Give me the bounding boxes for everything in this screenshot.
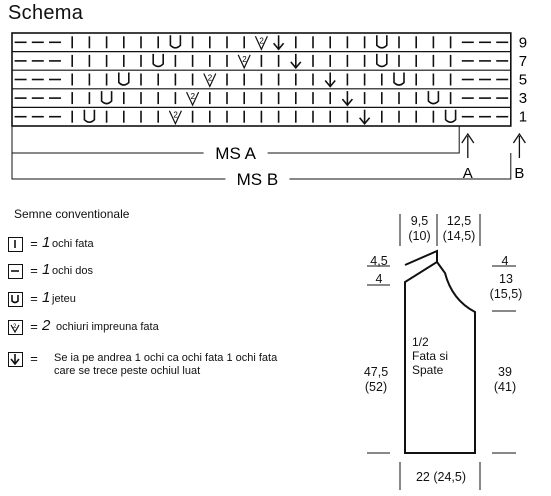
k2tog-digit: 2 (173, 110, 178, 120)
ms-b-label: MS B (236, 170, 279, 189)
row-number: 3 (518, 90, 528, 108)
legend-count: 1 (42, 234, 51, 251)
schematic-label-line: Spate (412, 363, 444, 377)
k2tog-digit: 2 (259, 36, 264, 46)
schematic-label-line: Fata si (412, 349, 449, 363)
legend-equals: = (30, 319, 38, 334)
dim-armhole (486, 272, 526, 302)
marker-a-label: A (462, 165, 473, 182)
dim-value: 13 (499, 272, 513, 286)
row-number: 9 (518, 34, 528, 52)
legend-count: 1 (42, 289, 51, 306)
marker-b-label: B (514, 165, 525, 182)
legend-text: ochiuri impreuna fata (56, 321, 159, 333)
dim-neck-left-1: 4,5 (370, 254, 388, 268)
dim-value-alt: (15,5) (489, 287, 523, 301)
legend-text: Se ia pe andrea 1 ochi ca ochi fata 1 ochi fata care se trece peste ochiul luat (54, 352, 278, 377)
legend-equals: = (30, 351, 38, 366)
dim-value-alt: (14,5) (442, 229, 476, 243)
legend-equals: = (30, 236, 38, 251)
legend-equals: = (30, 263, 38, 278)
schematic-label (412, 335, 448, 377)
dim-value: 9,5 (410, 214, 429, 228)
dim-value-alt: (41) (493, 380, 517, 394)
dim-value: 12,5 (446, 214, 472, 228)
row-number: 5 (518, 71, 528, 89)
k2tog-digit: 2 (190, 92, 196, 102)
k2tog-digit: 2 (242, 54, 247, 64)
legend-text: ochi dos (52, 265, 93, 277)
dim-value: 39 (498, 365, 512, 379)
legend-count: 2 (42, 317, 51, 334)
dim-neck-left-2: 4 (375, 272, 383, 286)
page-title: Schema (8, 2, 84, 24)
legend-text: jeteu (52, 293, 76, 305)
dim-side-right (490, 365, 520, 395)
legend-count: 1 (42, 261, 51, 278)
ms-a-label: MS A (215, 144, 256, 163)
dim-side-left (358, 365, 394, 395)
legend-title: Semne conventionale (14, 207, 130, 221)
dim-top-left (402, 214, 437, 244)
row-number: 7 (518, 52, 528, 70)
svg-text:2: 2 (13, 324, 17, 330)
legend-text: ochi fata (52, 238, 94, 250)
k2tog-digit: 2 (207, 73, 213, 83)
dim-value-alt: (52) (364, 380, 388, 394)
legend-equals: = (30, 291, 38, 306)
schematic-label-line: 1/2 (412, 335, 429, 349)
dim-bottom: 22 (24,5) (415, 470, 467, 484)
row-number: 1 (518, 108, 528, 126)
dim-value: 47,5 (363, 365, 389, 379)
dim-right-top: 4 (501, 254, 509, 268)
dim-value-alt: (10) (408, 229, 431, 243)
dim-top-right (437, 214, 481, 244)
